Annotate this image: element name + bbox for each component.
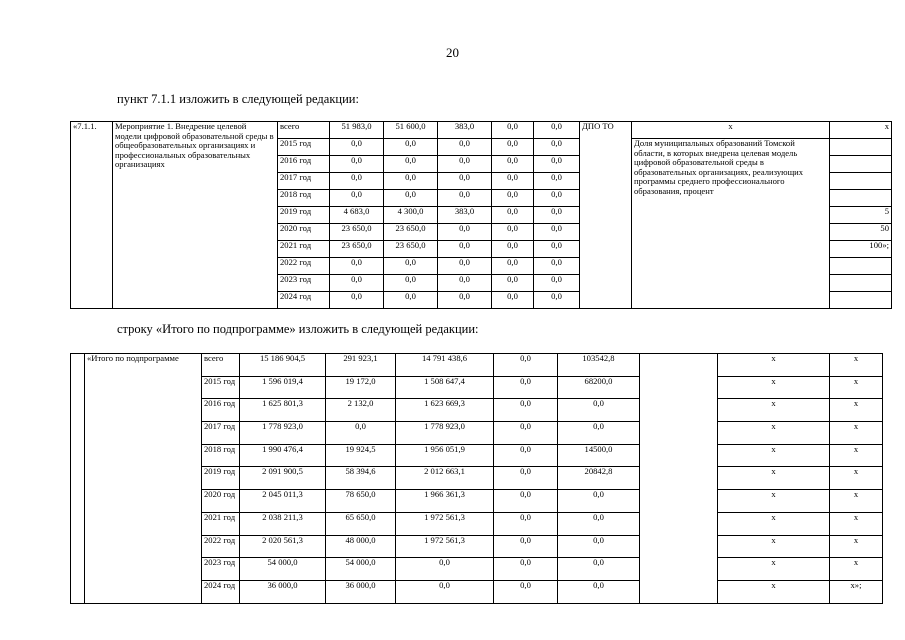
indicator-value-cell: 5 — [830, 207, 892, 224]
amount-cell: 2 038 211,3 — [240, 512, 326, 535]
amount-cell: 0,0 — [492, 139, 534, 156]
amount-cell: 23 650,0 — [330, 241, 384, 258]
amount-cell: 0,0 — [492, 122, 534, 139]
amount-cell: 0,0 — [384, 292, 438, 309]
amount-cell: 51 983,0 — [330, 122, 384, 139]
indicator-value-cell — [830, 156, 892, 173]
period-cell: 2015 год — [202, 376, 240, 399]
period-cell: 2016 год — [202, 399, 240, 422]
amount-cell: 0,0 — [558, 580, 640, 603]
amount-cell: 0,0 — [534, 258, 580, 275]
measure-name: Мероприятие 1. Внедрение целевой модели цифровой образовательной среды в общеобразовательных организациях и профессиональных образовательных организациях — [113, 122, 278, 309]
amount-cell: 0,0 — [396, 558, 494, 581]
period-cell: 2016 год — [278, 156, 330, 173]
amount-cell: 0,0 — [494, 422, 558, 445]
amount-cell: 0,0 — [558, 399, 640, 422]
subprogram-label: «Итого по подпрограмме — [85, 354, 202, 604]
amount-cell: 0,0 — [438, 275, 492, 292]
indicator-value-cell: 50 — [830, 224, 892, 241]
indicator-x-cell: х — [718, 558, 830, 581]
amount-cell: 291 923,1 — [326, 354, 396, 377]
amount-cell: 4 683,0 — [330, 207, 384, 224]
indicator-x-cell: х — [830, 512, 883, 535]
indicator-value-cell — [830, 139, 892, 156]
amount-cell: 0,0 — [492, 173, 534, 190]
measure-table — [70, 121, 892, 309]
indicator-x-cell: х — [830, 354, 883, 377]
indicator-x-cell: х — [830, 558, 883, 581]
amount-cell: 0,0 — [330, 190, 384, 207]
amount-cell: 58 394,6 — [326, 467, 396, 490]
period-cell: 2020 год — [202, 490, 240, 513]
amount-cell: 0,0 — [534, 207, 580, 224]
amount-cell: 0,0 — [534, 275, 580, 292]
period-cell: 2019 год — [202, 467, 240, 490]
indicator-value-cell — [830, 258, 892, 275]
amount-cell: 2 132,0 — [326, 399, 396, 422]
amount-cell: 0,0 — [330, 156, 384, 173]
amount-cell: 4 300,0 — [384, 207, 438, 224]
page-number: 20 — [446, 45, 459, 60]
amount-cell: 0,0 — [330, 275, 384, 292]
indicator-x-cell: х — [718, 444, 830, 467]
amount-cell: 36 000,0 — [240, 580, 326, 603]
amount-cell: 68200,0 — [558, 376, 640, 399]
executor-empty-cell — [640, 354, 718, 604]
amount-cell: 0,0 — [438, 224, 492, 241]
amount-cell: 0,0 — [492, 224, 534, 241]
amount-cell: 2 045 011,3 — [240, 490, 326, 513]
amount-cell: 19 924,5 — [326, 444, 396, 467]
amount-cell: 0,0 — [494, 399, 558, 422]
amount-cell: 0,0 — [558, 422, 640, 445]
amount-cell: 0,0 — [534, 241, 580, 258]
amount-cell: 0,0 — [494, 376, 558, 399]
period-cell: 2023 год — [278, 275, 330, 292]
indicator-x-cell: х — [718, 376, 830, 399]
indicator-value-cell — [830, 190, 892, 207]
indicator-x-cell: х — [718, 535, 830, 558]
period-cell: 2021 год — [202, 512, 240, 535]
indicator-x-cell: х — [718, 580, 830, 603]
amount-cell: 0,0 — [558, 535, 640, 558]
amount-cell: 23 650,0 — [384, 241, 438, 258]
amount-cell: 0,0 — [558, 490, 640, 513]
indicator-x-cell: х — [718, 512, 830, 535]
amount-cell: 0,0 — [492, 258, 534, 275]
period-cell: 2020 год — [278, 224, 330, 241]
amount-cell: 2 020 561,3 — [240, 535, 326, 558]
period-cell: 2024 год — [202, 580, 240, 603]
indicator-value-cell: х — [830, 122, 892, 139]
amount-cell: 0,0 — [492, 207, 534, 224]
amount-cell: 0,0 — [534, 292, 580, 309]
indicator-value-cell — [830, 275, 892, 292]
amount-cell: 0,0 — [438, 241, 492, 258]
indicator-x-cell: х — [718, 422, 830, 445]
indicator-x-cell: х — [830, 399, 883, 422]
amount-cell: 23 650,0 — [330, 224, 384, 241]
period-cell: 2018 год — [202, 444, 240, 467]
amount-cell: 1 778 923,0 — [240, 422, 326, 445]
amount-cell: 48 000,0 — [326, 535, 396, 558]
amount-cell: 0,0 — [534, 224, 580, 241]
executor-cell: ДПО ТО — [580, 122, 632, 309]
amount-cell: 0,0 — [558, 558, 640, 581]
amount-cell: 51 600,0 — [384, 122, 438, 139]
amount-cell: 0,0 — [534, 139, 580, 156]
amount-cell: 0,0 — [396, 580, 494, 603]
indicator-x-cell: х — [718, 467, 830, 490]
period-cell: 2022 год — [278, 258, 330, 275]
period-cell: всего — [278, 122, 330, 139]
amount-cell: 0,0 — [384, 173, 438, 190]
amount-cell: 0,0 — [438, 173, 492, 190]
indicator-name: Доля муниципальных образований Томской области, в которых внедрена целевая модель цифровой образовательной среды в образовательных организациях, реализующих программы среднего профессионального образования, процент — [632, 139, 830, 309]
amount-cell: 0,0 — [494, 580, 558, 603]
amount-cell: 1 596 019,4 — [240, 376, 326, 399]
amount-cell: 0,0 — [558, 512, 640, 535]
indicator-x-cell: х — [718, 399, 830, 422]
indicator-x-cell: х — [830, 490, 883, 513]
section-heading-1: пункт 7.1.1 изложить в следующей редакции: — [117, 92, 359, 106]
amount-cell: 0,0 — [384, 275, 438, 292]
amount-cell: 383,0 — [438, 122, 492, 139]
amount-cell: 0,0 — [492, 292, 534, 309]
section-heading-2: строку «Итого по подпрограмме» изложить в следующей редакции: — [117, 322, 479, 336]
period-cell: 2017 год — [278, 173, 330, 190]
amount-cell: 0,0 — [384, 156, 438, 173]
indicator-value-cell: 100»; — [830, 241, 892, 258]
amount-cell: 0,0 — [494, 490, 558, 513]
amount-cell: 14500,0 — [558, 444, 640, 467]
amount-cell: 103542,8 — [558, 354, 640, 377]
amount-cell: 383,0 — [438, 207, 492, 224]
amount-cell: 1 990 476,4 — [240, 444, 326, 467]
indicator-x-cell: х — [830, 444, 883, 467]
amount-cell: 0,0 — [494, 354, 558, 377]
amount-cell: 0,0 — [326, 422, 396, 445]
amount-cell: 0,0 — [330, 139, 384, 156]
amount-cell: 1 778 923,0 — [396, 422, 494, 445]
amount-cell: 0,0 — [492, 156, 534, 173]
amount-cell: 14 791 438,6 — [396, 354, 494, 377]
period-cell: 2018 год — [278, 190, 330, 207]
indicator-value-cell — [830, 173, 892, 190]
indicator-x-cell: х — [718, 490, 830, 513]
amount-cell: 1 623 669,3 — [396, 399, 494, 422]
amount-cell: 0,0 — [384, 139, 438, 156]
period-cell: 2017 год — [202, 422, 240, 445]
indicator-x-cell: х»; — [830, 580, 883, 603]
table-row — [71, 354, 883, 377]
amount-cell: 1 972 561,3 — [396, 512, 494, 535]
amount-cell: 0,0 — [494, 444, 558, 467]
period-cell: 2015 год — [278, 139, 330, 156]
amount-cell: 0,0 — [534, 173, 580, 190]
amount-cell: 78 650,0 — [326, 490, 396, 513]
amount-cell: 0,0 — [438, 190, 492, 207]
indicator-x-cell: х — [830, 422, 883, 445]
amount-cell: 0,0 — [534, 190, 580, 207]
amount-cell: 0,0 — [330, 258, 384, 275]
amount-cell: 0,0 — [438, 292, 492, 309]
amount-cell: 0,0 — [494, 467, 558, 490]
amount-cell: 0,0 — [534, 156, 580, 173]
amount-cell: 0,0 — [494, 512, 558, 535]
empty-cell — [71, 354, 85, 604]
amount-cell: 0,0 — [438, 258, 492, 275]
amount-cell: 23 650,0 — [384, 224, 438, 241]
amount-cell: 1 966 361,3 — [396, 490, 494, 513]
amount-cell: 2 012 663,1 — [396, 467, 494, 490]
amount-cell: 0,0 — [494, 558, 558, 581]
indicator-header-cell: х — [632, 122, 830, 139]
amount-cell: 1 508 647,4 — [396, 376, 494, 399]
amount-cell: 1 956 051,9 — [396, 444, 494, 467]
amount-cell: 54 000,0 — [240, 558, 326, 581]
amount-cell: 0,0 — [494, 535, 558, 558]
period-cell: 2024 год — [278, 292, 330, 309]
amount-cell: 0,0 — [492, 275, 534, 292]
indicator-x-cell: х — [830, 535, 883, 558]
measure-code: «7.1.1. — [71, 122, 113, 309]
amount-cell: 2 091 900,5 — [240, 467, 326, 490]
amount-cell: 0,0 — [384, 190, 438, 207]
amount-cell: 0,0 — [384, 258, 438, 275]
amount-cell: 1 972 561,3 — [396, 535, 494, 558]
amount-cell: 36 000,0 — [326, 580, 396, 603]
period-cell: 2019 год — [278, 207, 330, 224]
amount-cell: 20842,8 — [558, 467, 640, 490]
period-cell: 2022 год — [202, 535, 240, 558]
subprogram-total-table — [70, 353, 883, 604]
amount-cell: 0,0 — [438, 156, 492, 173]
amount-cell: 0,0 — [492, 190, 534, 207]
table-row — [71, 122, 892, 139]
period-cell: 2021 год — [278, 241, 330, 258]
amount-cell: 65 650,0 — [326, 512, 396, 535]
amount-cell: 0,0 — [330, 173, 384, 190]
amount-cell: 54 000,0 — [326, 558, 396, 581]
amount-cell: 19 172,0 — [326, 376, 396, 399]
period-cell: 2023 год — [202, 558, 240, 581]
amount-cell: 0,0 — [330, 292, 384, 309]
indicator-x-cell: х — [718, 354, 830, 377]
indicator-x-cell: х — [830, 376, 883, 399]
amount-cell: 0,0 — [534, 122, 580, 139]
amount-cell: 0,0 — [492, 241, 534, 258]
indicator-value-cell — [830, 292, 892, 309]
amount-cell: 0,0 — [438, 139, 492, 156]
period-cell: всего — [202, 354, 240, 377]
amount-cell: 1 625 801,3 — [240, 399, 326, 422]
amount-cell: 15 186 904,5 — [240, 354, 326, 377]
indicator-x-cell: х — [830, 467, 883, 490]
